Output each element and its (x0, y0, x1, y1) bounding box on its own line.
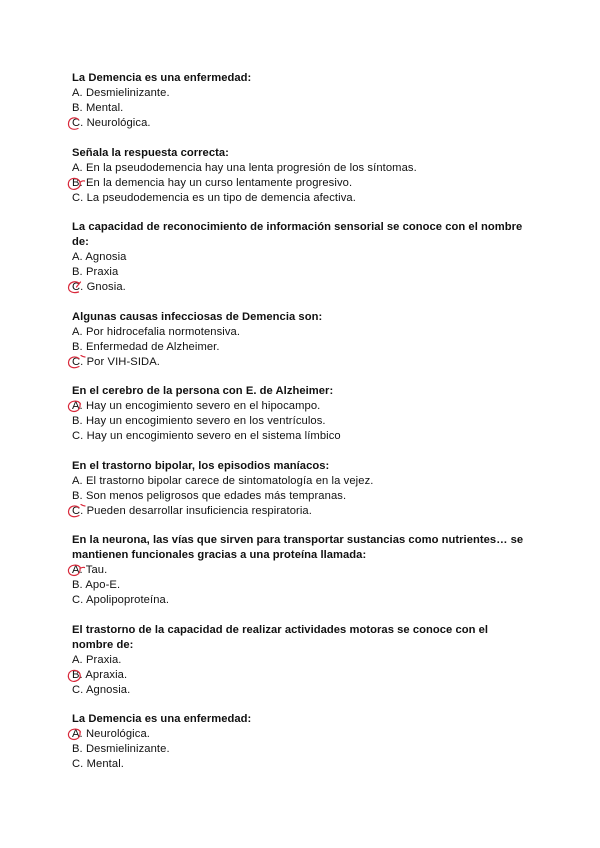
option-b[interactable]: B. Hay un encogimiento severo en los ventrículos. (72, 415, 326, 427)
option-c[interactable] (72, 280, 532, 295)
option-c[interactable] (72, 355, 532, 370)
option-list (72, 325, 532, 370)
question-title: La Demencia es una enfermedad: (72, 713, 252, 725)
option-text: C. Pueden desarrollar insuficiencia respiratoria. (72, 504, 312, 517)
option-c[interactable]: C. Agnosia. (72, 683, 131, 696)
question-3 (72, 220, 532, 295)
quiz-page (72, 71, 532, 787)
option-b[interactable]: B. Praxia (72, 266, 119, 278)
question-title: El trastorno de la capacidad de realizar actividades motoras se conoce con el nombre de: (72, 623, 489, 651)
option-a[interactable] (72, 399, 532, 414)
question-6 (72, 459, 532, 519)
option-text: A. Hay un encogimiento severo en el hipocampo. (72, 400, 321, 412)
option-text: B. Apraxia. (72, 668, 128, 681)
option-b[interactable]: B. Son menos peligrosos que edades más tempranas. (72, 489, 347, 502)
option-c[interactable]: C. La pseudodemencia es un tipo de demencia afectiva. (72, 191, 356, 204)
option-a[interactable]: A. Desmielinizante. (72, 87, 170, 99)
option-list (72, 563, 532, 608)
option-list (72, 653, 532, 698)
option-list (72, 727, 532, 772)
option-text: A. Neurológica. (72, 728, 150, 740)
option-a[interactable] (72, 563, 532, 578)
option-text: C. Gnosia. (72, 281, 126, 293)
question-title: En el trastorno bipolar, los episodios maníacos: (72, 459, 330, 472)
question-title: La capacidad de reconocimiento de información sensorial se conoce con el nombre de: (72, 221, 523, 248)
option-a[interactable]: A. En la pseudodemencia hay una lenta progresión de los síntomas. (72, 161, 417, 174)
option-list (72, 161, 532, 206)
option-c[interactable] (72, 116, 532, 131)
option-list (72, 250, 532, 295)
option-b[interactable]: B. Apo-E. (72, 579, 121, 591)
option-c[interactable]: C. Hay un encogimiento severo en el sistema límbico (72, 430, 341, 442)
question-title: Señala la respuesta correcta: (72, 146, 229, 159)
question-2 (72, 146, 532, 206)
option-text: A. Tau. (72, 564, 108, 576)
option-text: C. Por VIH-SIDA. (72, 355, 161, 368)
option-list (72, 86, 532, 131)
question-1 (72, 71, 532, 131)
option-b[interactable]: B. Enfermedad de Alzheimer. (72, 340, 220, 353)
question-title: La Demencia es una enfermedad: (72, 72, 252, 84)
option-text: C. Neurológica. (72, 117, 151, 129)
option-list (72, 399, 532, 444)
option-b[interactable] (72, 668, 532, 683)
option-text: B. En la demencia hay un curso lentamente progresivo. (72, 176, 353, 189)
option-b[interactable]: B. Mental. (72, 102, 124, 114)
option-list (72, 474, 532, 519)
question-8 (72, 623, 532, 698)
option-a[interactable]: A. El trastorno bipolar carece de sintomatología en la vejez. (72, 474, 374, 487)
question-7 (72, 533, 532, 608)
question-title: En la neurona, las vías que sirven para transportar sustancias como nutrientes… se mantienen funcionales gracias a una proteína llamada: (72, 534, 524, 561)
option-c[interactable]: C. Mental. (72, 758, 124, 770)
option-a[interactable]: A. Praxia. (72, 653, 122, 666)
question-5 (72, 384, 532, 444)
option-c[interactable] (72, 504, 532, 519)
question-title: En el cerebro de la persona con E. de Alzheimer: (72, 385, 334, 397)
option-b[interactable] (72, 176, 532, 191)
option-a[interactable] (72, 727, 532, 742)
question-title: Algunas causas infecciosas de Demencia son: (72, 310, 323, 323)
option-b[interactable]: B. Desmielinizante. (72, 743, 170, 755)
option-a[interactable]: A. Por hidrocefalia normotensiva. (72, 325, 241, 338)
option-c[interactable]: C. Apolipoproteína. (72, 594, 170, 606)
question-9 (72, 712, 532, 772)
option-a[interactable]: A. Agnosia (72, 251, 127, 263)
question-4 (72, 310, 532, 370)
